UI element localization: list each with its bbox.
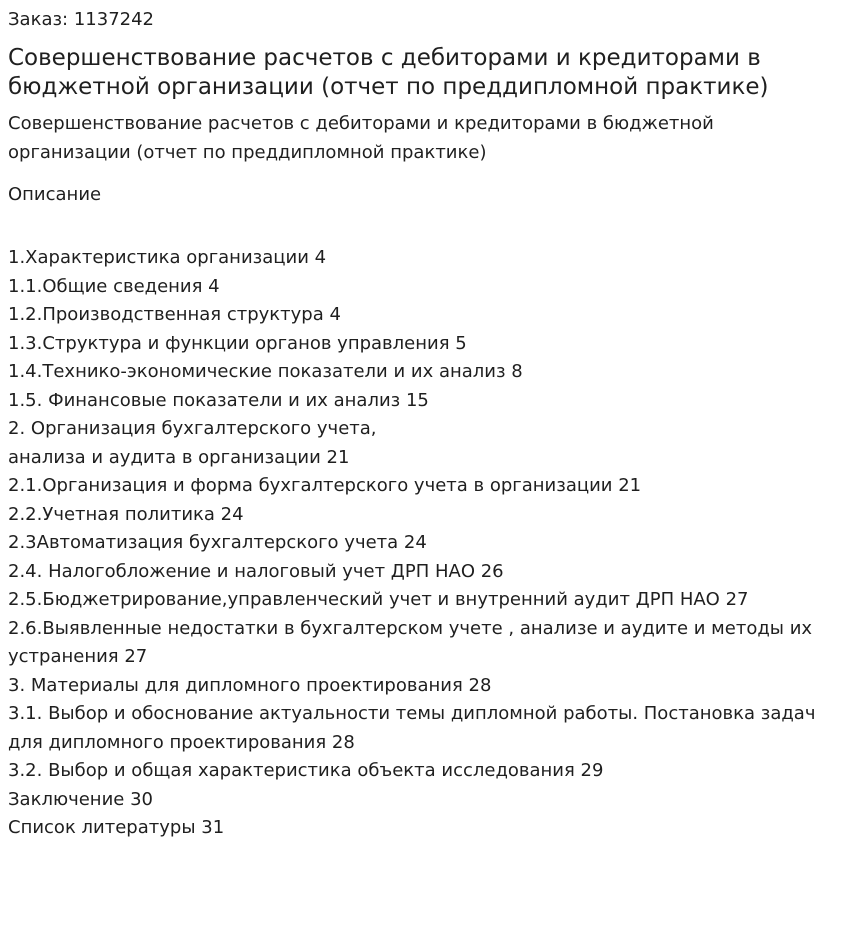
description-heading: Описание <box>8 184 102 205</box>
toc-item: 1.1.Общие сведения 4 <box>8 275 220 297</box>
toc-item: 3. Материалы для дипломного проектирования 28 <box>8 674 492 696</box>
page-subtitle: Совершенствование расчетов с дебиторами и кредиторами в бюджетной организации (отчет по преддипломной практике) <box>8 113 714 163</box>
toc-item: 3.2. Выбор и общая характеристика объекта исследования 29 <box>8 760 604 781</box>
toc-item: 3.1. Выбор и обоснование актуальности темы дипломной работы. Постановка задач для дипломного проектирования 28 <box>8 703 816 753</box>
order-number-line <box>8 8 839 32</box>
order-number: 1137242 <box>73 9 155 30</box>
toc-item: 1.3.Структура и функции органов управления 5 <box>8 332 467 354</box>
toc-item: 1.5. Финансовые показатели и их анализ 15 <box>8 389 429 411</box>
toc-item: 2.3Автоматизация бухгалтерского учета 24 <box>8 532 427 553</box>
toc-item: 1.2.Производственная структура 4 <box>8 304 341 325</box>
order-label: Заказ: <box>8 9 69 30</box>
toc-item: 2. Организация бухгалтерского учета, <box>8 418 377 439</box>
toc-item: 2.1.Организация и форма бухгалтерского учета в организации 21 <box>8 475 642 496</box>
toc-item: 1.4.Технико-экономические показатели и их анализ 8 <box>8 361 523 382</box>
toc-item: 2.6.Выявленные недостатки в бухгалтерском учете , анализе и аудите и методы их устранения 27 <box>8 617 813 667</box>
toc-item: Список литературы 31 <box>8 817 225 838</box>
toc-item: 2.2.Учетная политика 24 <box>8 503 244 525</box>
toc-item: 1.Характеристика организации 4 <box>8 247 327 268</box>
toc-item: Заключение 30 <box>8 788 153 810</box>
table-of-contents <box>8 244 839 843</box>
toc-item: 2.4. Налогобложение и налоговый учет ДРП НАО 26 <box>8 560 504 582</box>
toc-item: анализа и аудита в организации 21 <box>8 446 350 468</box>
toc-item: 2.5.Бюджетрирование,управленческий учет и внутренний аудит ДРП НАО 27 <box>8 589 749 610</box>
page-title: Совершенствование расчетов с дебиторами и кредиторами в бюджетной организации (отчет по преддипломной практике) <box>8 45 769 100</box>
